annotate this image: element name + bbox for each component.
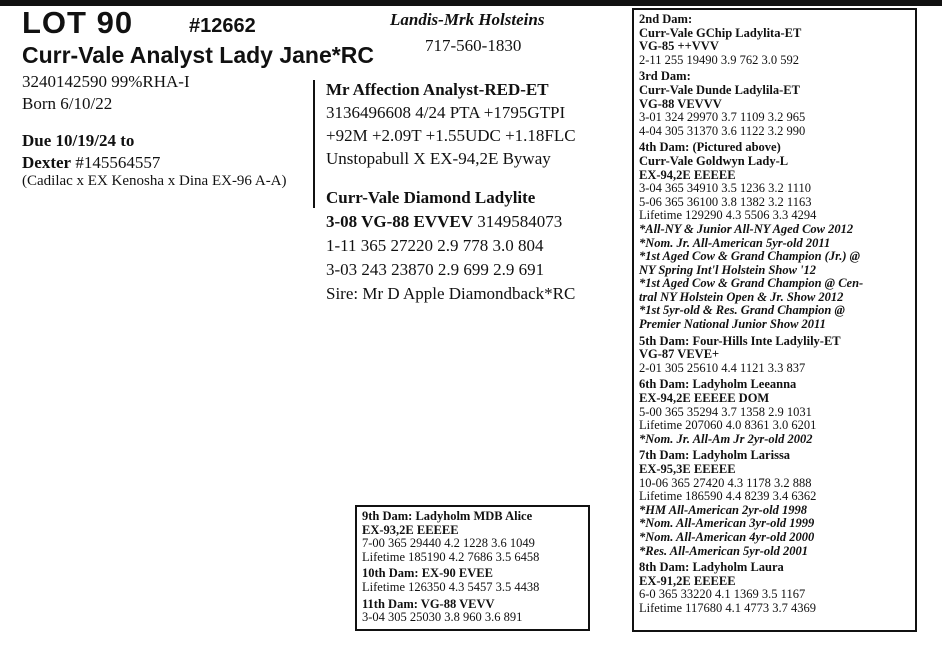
section-heading: EX-94,2E EEEEE [639,167,736,182]
section-heading: 3rd Dam: [639,69,691,84]
section-heading: 7th Dam: Ladyholm Larissa [639,448,791,463]
service-sire-name: Dexter [22,153,72,172]
award-line: *HM All-American 2yr-old 1998 [639,502,807,517]
section-heading: 11th Dam: VG-88 VEVV [362,596,495,611]
production-record: 6-0 365 33220 4.1 1369 3.5 1167 [639,587,806,602]
sire-line-2: +92M +2.09T +1.55UDC +1.18FLC [326,126,576,145]
production-record: 3-04 305 25030 3.8 960 3.6 891 [362,610,523,625]
dam-sire: Sire: Mr D Apple Diamondback*RC [326,284,576,303]
award-line: *1st Aged Cow & Grand Champion (Jr.) @ [639,249,861,264]
section-heading: EX-94,2E EEEEE DOM [639,391,770,406]
section-heading: Curr-Vale GChip Ladylita-ET [639,25,802,40]
section-heading: 6th Dam: Ladyholm Leeanna [639,377,797,392]
sire-block [326,78,576,170]
dam-classification-line [326,210,575,234]
lot-number: LOT 90 [22,5,134,40]
production-record: 3-04 365 34910 3.5 1236 3.2 1110 [639,181,811,196]
dam-block [326,186,575,306]
dam-name: Curr-Vale Diamond Ladylite [326,188,536,207]
production-record: 3-01 324 29970 3.7 1109 3.2 965 [639,110,806,125]
production-record: Lifetime 129290 4.3 5506 3.3 4294 [639,208,817,223]
service-sire [22,151,160,174]
section-heading: EX-95,3E EEEEE [639,462,736,476]
award-line: *1st 5yr-old & Res. Grand Champion @ [639,303,845,318]
section-heading: 8th Dam: Ladyholm Laura [639,560,784,575]
consigner-name: Landis-Mrk Holsteins [390,10,545,29]
award-line: *Nom. All-American 4yr-old 2000 [639,529,815,544]
award-line: tral NY Holstein Open & Jr. Show 2012 [639,289,844,304]
section-heading: EX-91,2E EEEEE [639,573,736,588]
pedigree-box-right [632,8,917,632]
production-record: 4-04 305 31370 3.6 1122 3.2 990 [639,123,806,138]
section-heading: VG-85 ++VVV [639,39,719,54]
production-record: 5-00 365 35294 3.7 1358 2.9 1031 [639,404,812,419]
dam-section [362,567,583,594]
dam-section [362,510,583,564]
service-sire-pedigree: (Cadilac x EX Kenosha x Dina EX-96 A-A) [22,173,287,189]
top-rule [0,0,942,6]
dam-bracket [313,188,315,208]
production-record: Lifetime 126350 4.3 5457 3.5 4438 [362,579,540,594]
dam-section [639,141,910,331]
dam-record-2: 3-03 243 23870 2.9 699 2.9 691 [326,260,545,279]
section-heading: 9th Dam: Ladyholm MDB Alice [362,509,533,523]
dam-section [639,70,910,138]
award-line: *Nom. All-American 3yr-old 1999 [639,516,815,531]
section-heading: 2nd Dam: [639,12,693,26]
production-record: 2-11 255 19490 3.9 762 3.0 592 [639,52,799,67]
award-line: *Res. All-American 5yr-old 2001 [639,543,808,558]
animal-id-line: 3240142590 99%RHA-I [22,72,190,91]
award-line: Premier National Junior Show 2011 [639,317,826,332]
award-line: NY Spring Int'l Holstein Show '12 [639,262,817,277]
section-heading: VG-87 VEVE+ [639,347,720,362]
service-sire-reg: #145564557 [71,153,161,172]
section-heading: 5th Dam: Four-Hills Inte Ladylily-ET [639,333,841,348]
award-line: *Nom. Jr. All-American 5yr-old 2011 [639,235,831,250]
award-line: *1st Aged Cow & Grand Champion @ Cen- [639,276,864,291]
consignment-number: #12662 [189,15,256,37]
production-record: Lifetime 207060 4.0 8361 3.0 6201 [639,418,817,433]
due-date: Due 10/19/24 to [22,131,135,150]
animal-name: Curr-Vale Analyst Lady Jane*RC [22,42,374,68]
dam-section [639,378,910,446]
sire-bracket [313,80,315,188]
dam-section [639,449,910,558]
section-heading: VG-88 VEVVV [639,96,722,111]
award-line: *Nom. Jr. All-Am Jr 2yr-old 2002 [639,431,813,446]
dam-section [362,598,583,625]
award-line: *All-NY & Junior All-NY Aged Cow 2012 [639,221,854,236]
production-record: 2-01 305 25610 4.4 1121 3.3 837 [639,360,806,375]
sire-name: Mr Affection Analyst-RED-ET [326,80,549,99]
dam-record-1: 1-11 365 27220 2.9 778 3.0 804 [326,236,544,255]
section-heading: 4th Dam: (Pictured above) [639,140,781,155]
production-record: 10-06 365 27420 4.3 1178 3.2 888 [639,475,812,490]
section-heading: Curr-Vale Goldwyn Lady-L [639,153,789,168]
dam-section [639,561,910,615]
production-record: 5-06 365 36100 3.8 1382 3.2 1163 [639,194,812,209]
dam-section [639,335,910,376]
dam-reg: 3149584073 [473,212,563,231]
sire-line-1: 3136496608 4/24 PTA +1795GTPI [326,103,566,122]
production-record: Lifetime 117680 4.1 4773 3.7 4369 [639,600,816,615]
production-record: 7-00 365 29440 4.2 1228 3.6 1049 [362,536,535,551]
birth-date: Born 6/10/22 [22,94,113,113]
pedigree-box-bottom [355,505,590,631]
sire-line-3: Unstopabull X EX-94,2E Byway [326,149,551,168]
production-record: Lifetime 185190 4.2 7686 3.5 6458 [362,549,540,564]
dam-section [639,13,910,67]
production-record: Lifetime 186590 4.4 8239 3.4 6362 [639,489,817,504]
consigner-phone: 717-560-1830 [425,36,522,55]
dam-classification: 3-08 VG-88 EVVEV [326,212,474,231]
section-heading: 10th Dam: EX-90 EVEE [362,566,493,581]
section-heading: Curr-Vale Dunde Ladylila-ET [639,82,800,97]
section-heading: EX-93,2E EEEEE [362,522,459,537]
